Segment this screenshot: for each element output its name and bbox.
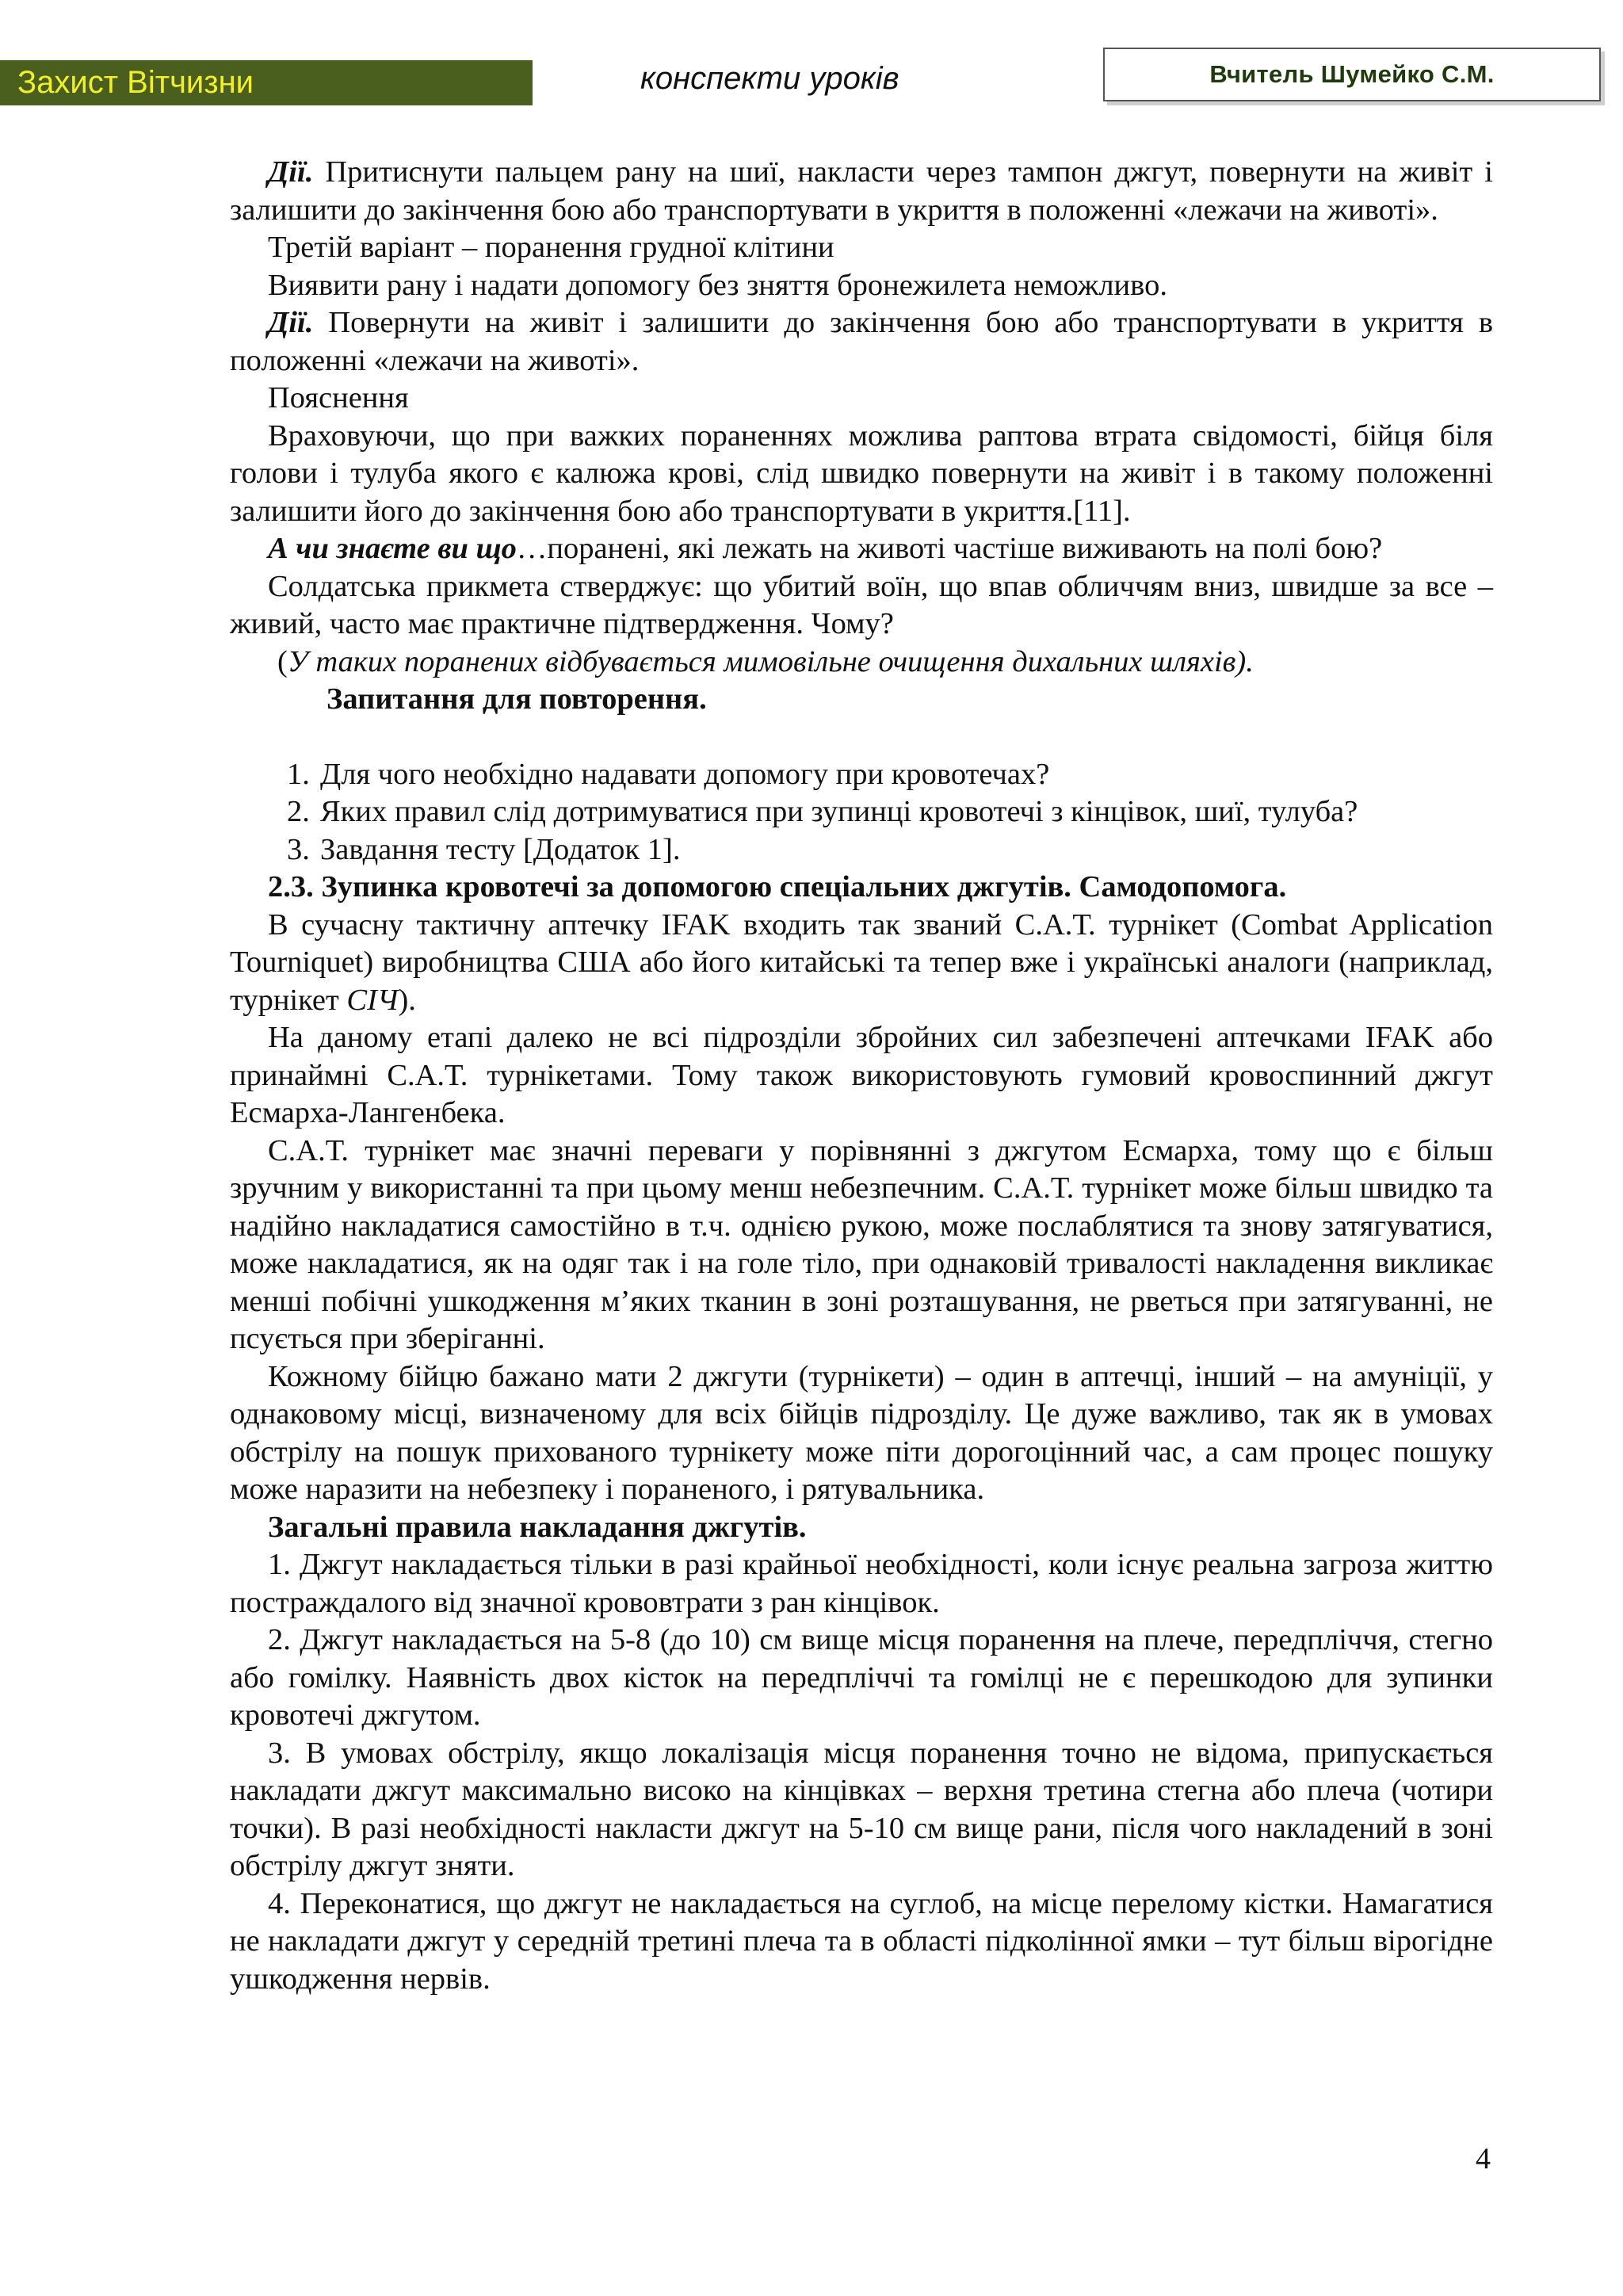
paragraph-ifak [230,907,1493,1020]
paragraph-text: Притиснути пальцем рану на шиї, накласти через тампон джгут, повернути на живіт і залишити до закінчення бою або транспортувати в укриття в положенні «лежачи на животі». [230,155,1493,227]
header-teacher: Вчитель Шумейко С.М. [1103,48,1601,101]
paragraph-esmarch: На даному етапі далеко не всі підрозділи збройних сил забезпечені аптечками IFAK або принаймні С.А.Т. турнікетами. Тому також використовують гумовий кровоспинний джгут Есмарха-Лангенбека. [230,1021,1493,1129]
paragraph-answer [230,644,1493,682]
paragraph-did-you-know [230,530,1493,568]
list-item-number: 2. [287,795,310,828]
list-item-number: 3. [287,832,310,866]
rule-item: 2. Джгут накладається на 5-8 (до 10) см вище місця поранення на плече, передпліччя, стегно або гомілку. Наявність двох кісток на передпліччі та гомілці не є перешкодою для зупинки кровотечі джгутом. [230,1623,1493,1732]
paragraph-text: ). [398,983,416,1017]
paragraph-soldier-sign: Солдатська прикмета стверджує: що убитий воїн, що впав обличчям вниз, швидше за все – живий, часто має практичне підтвердження. Чому? [230,569,1493,640]
actions-label: Дії. [268,155,314,189]
paragraph-actions-neck [230,154,1493,229]
spacer [230,719,1493,756]
list-item-text: Яких правил слід дотримуватися при зупинці кровотечі з кінцівок, шиї, тулуба? [320,795,1358,828]
section-heading: 2.3. Зупинка кровотечі за допомогою спеціальних джгутів. Самодопомога. [268,870,1287,904]
rule-item: 4. Переконатися, що джгут не накладається на суглоб, на місце перелому кістки. Намагатися не накладати джгут у середній третині плеча та в області підколінної ямки – тут більш вірогідне ушкодження нервів. [230,1886,1493,1996]
rule-item: 3. В умовах обстрілу, якщо локалізація місця поранення точно не відома, припускається накладати джгут максимально високо на кінцівках – верхня третина стегна або плеча (чотири точки). В разі необхідності накласти джгут на 5-10 см вище рани, після чого накладений в зоні обстрілу джгут зняти. [230,1736,1493,1882]
list-item [230,793,1493,831]
paragraph-variant-three: Третій варіант – поранення грудної клітини [268,231,834,264]
paragraph-text: …поранені, які лежать на животі частіше виживають на полі бою? [516,532,1383,565]
paragraph-explanation-label: Пояснення [268,381,409,415]
rules-heading: Загальні правила накладання джгутів. [268,1510,807,1544]
list-item-text: Для чого необхідно надавати допомогу при кровотечах? [320,757,1050,791]
list-item [230,756,1493,794]
rule-item: 1. Джгут накладається тільки в разі крайньої необхідності, коли існує реальна загроза життю постраждалого від значної крововтрати з ран кінцівок. [230,1548,1493,1619]
list-item-text: Завдання тесту [Додаток 1]. [320,832,681,866]
questions-list [230,756,1493,869]
paragraph-two-tourniquets: Кожному бійцю бажано мати 2 джгути (турнікети) – один в аптечці, інший – на амуніції, у однаковому місці, визначеному для всіх бійців підрозділу. Це дуже важливо, так як в умовах обстрілу на пошук прихованого турнікету може піти дорогоцінний час, а сам процес пошуку може наразити на небезпеку і пораненого, і рятувальника. [230,1359,1493,1506]
open-paren: ( [277,644,288,678]
list-item-number: 1. [287,757,310,791]
paragraph-cat-advantages: С.А.Т. турнікет має значні переваги у порівнянні з джгутом Есмарха, тому що є більш зручним у використанні та при цьому менш небезпечним. С.А.Т. турнікет може більш швидко та надійно накладатися самостійно в т.ч. однією рукою, може послаблятися та знову затягуватися, може накладатися, як на одяг так і на голе тіло, при однаковій тривалості накладення викликає менші побічні ушкодження м’яких тканин в зоні розташування, не рветься при затягуванні, не псується при зберіганні. [230,1133,1493,1355]
answer-text: У таких поранених відбувається мимовільне очищення дихальних шляхів). [287,644,1254,678]
page-number: 4 [1476,2142,1491,2176]
tourniquet-name: СІЧ [346,983,399,1017]
did-you-know-label: А чи знаєте ви що [268,532,517,565]
list-item [230,831,1493,869]
header-subject: Захист Вітчизни [0,60,533,105]
paragraph-text: В сучасну тактичну аптечку IFAK входить так званий С.А.Т. турнікет (Combat Application Tourniquet) виробництва США або його китайські та тепер вже і українські аналоги (наприклад, турнікет [230,907,1493,1017]
paragraph-explanation: Враховуючи, що при важких пораненнях можлива раптова втрата свідомості, бійця біля голови і тулуба якого є калюжа крові, слід швидко повернути на живіт і в такому положенні залишити його до закінчення бою або транспортувати в укриття.[11]. [230,418,1493,528]
document-body [230,154,1493,1998]
paragraph-text: Повернути на живіт і залишити до закінчення бою або транспортувати в укриття в положенні «лежачи на животі». [230,306,1493,377]
paragraph-body-armor: Виявити рану і надати допомогу без зняття бронежилета неможливо. [268,268,1167,302]
header-title: конспекти уроків [640,61,899,96]
actions-label: Дії. [268,306,314,339]
paragraph-actions-chest [230,304,1493,380]
questions-heading: Запитання для повторення. [327,682,707,716]
